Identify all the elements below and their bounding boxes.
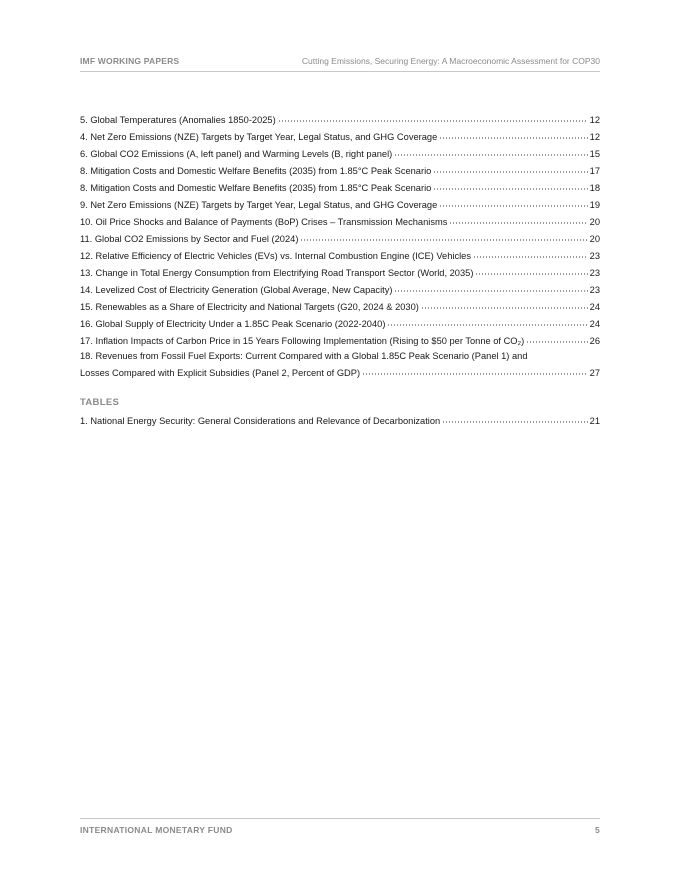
dot-leader — [439, 196, 587, 208]
toc-entry[interactable] — [80, 230, 600, 247]
dot-leader — [394, 145, 587, 157]
toc-entry-page: 12 — [589, 115, 600, 125]
toc-entry-title: 14. Levelized Cost of Electricity Generation (Global Average, New Capacity) — [80, 285, 393, 295]
toc-entry[interactable] — [80, 179, 600, 196]
toc-entry[interactable] — [80, 162, 600, 179]
toc-entry[interactable] — [80, 412, 600, 429]
toc-entry-page: 20 — [589, 217, 600, 227]
toc-entry-page: 17 — [589, 166, 600, 176]
dot-leader — [394, 281, 587, 293]
toc-entry[interactable] — [80, 128, 600, 145]
toc-entry-title-line1: 18. Revenues from Fossil Fuel Exports: Current Compared with a Global 1.85C Peak Scenario (Panel 1) and — [80, 351, 528, 361]
toc-entry-title: 5. Global Temperatures (Anomalies 1850-2025) — [80, 115, 276, 125]
toc-entry-title: 13. Change in Total Energy Consumption from Electrifying Road Transport Sector (World, 2035) — [80, 268, 474, 278]
footer-publisher: INTERNATIONAL MONETARY FUND — [80, 825, 233, 835]
header-series-title: IMF WORKING PAPERS — [80, 56, 180, 66]
toc-entry-title: 1. National Energy Security: General Considerations and Relevance of Decarbonization — [80, 416, 441, 426]
dot-leader — [433, 179, 587, 191]
toc-entry[interactable] — [80, 332, 600, 349]
toc-entry-page: 20 — [589, 234, 600, 244]
header-rule — [80, 71, 600, 72]
toc-entry[interactable] — [80, 111, 600, 128]
toc-entry-title: 16. Global Supply of Electricity Under a 1.85C Peak Scenario (2022-2040) — [80, 319, 386, 329]
toc-entry-page: 24 — [589, 319, 600, 329]
toc-entry-page: 24 — [589, 302, 600, 312]
toc-entry[interactable] — [80, 213, 600, 230]
toc-entry-title: 17. Inflation Impacts of Carbon Price in 15 Years Following Implementation (Rising to $50 per Tonne of CO₂) — [80, 336, 525, 346]
toc-entry[interactable] — [80, 298, 600, 315]
dot-leader — [278, 111, 588, 123]
toc-entry-title: 9. Net Zero Emissions (NZE) Targets by Target Year, Legal Status, and GHG Coverage — [80, 200, 438, 210]
dot-leader — [362, 364, 588, 376]
toc-entry-page: 15 — [589, 149, 600, 159]
toc-entry-title: 8. Mitigation Costs and Domestic Welfare Benefits (2035) from 1.85°C Peak Scenario — [80, 183, 432, 193]
toc-entry-page: 23 — [589, 285, 600, 295]
toc-entry-title: 6. Global CO2 Emissions (A, left panel) and Warming Levels (B, right panel) — [80, 149, 393, 159]
toc-entry-page: 27 — [589, 368, 600, 378]
toc-entry-page: 23 — [589, 268, 600, 278]
toc-entry-page: 23 — [589, 251, 600, 261]
toc-entry[interactable] — [80, 196, 600, 213]
toc-entry-title: 8. Mitigation Costs and Domestic Welfare Benefits (2035) from 1.85°C Peak Scenario — [80, 166, 432, 176]
page-header — [80, 56, 600, 66]
toc-entry-page: 19 — [589, 200, 600, 210]
toc-entry-page: 26 — [589, 336, 600, 346]
toc-entry-title: 11. Global CO2 Emissions by Sector and Fuel (2024) — [80, 234, 299, 244]
toc-entry-figure-18[interactable] — [80, 349, 600, 381]
dot-leader — [433, 162, 587, 174]
dot-leader — [442, 412, 587, 424]
toc-entry-title: 15. Renewables as a Share of Electricity and National Targets (G20, 2024 & 2030) — [80, 302, 419, 312]
dot-leader — [473, 247, 588, 259]
toc-entry-title-line2: Losses Compared with Explicit Subsidies (Panel 2, Percent of GDP) — [80, 368, 361, 378]
dot-leader — [300, 230, 587, 242]
figure-list — [80, 111, 600, 349]
dot-leader — [526, 332, 587, 344]
table-list — [80, 412, 600, 429]
toc-entry-page: 21 — [589, 416, 600, 426]
toc-entry[interactable] — [80, 281, 600, 298]
header-paper-title: Cutting Emissions, Securing Energy: A Macroeconomic Assessment for COP30 — [301, 56, 600, 66]
table-of-contents — [80, 111, 600, 429]
dot-leader — [421, 298, 588, 310]
toc-entry[interactable] — [80, 247, 600, 264]
dot-leader — [387, 315, 587, 327]
toc-entry-title: 4. Net Zero Emissions (NZE) Targets by Target Year, Legal Status, and GHG Coverage — [80, 132, 438, 142]
toc-entry[interactable] — [80, 264, 600, 281]
toc-entry-title: 12. Relative Efficiency of Electric Vehicles (EVs) vs. Internal Combustion Engine (ICE) Vehicles — [80, 251, 471, 261]
toc-entry[interactable] — [80, 315, 600, 332]
dot-leader — [439, 128, 587, 140]
page-number: 5 — [594, 825, 600, 835]
toc-entry-page: 18 — [589, 183, 600, 193]
tables-heading: TABLES — [80, 397, 120, 408]
dot-leader — [449, 213, 587, 225]
footer-rule — [80, 818, 600, 819]
toc-entry-title: 10. Oil Price Shocks and Balance of Payments (BoP) Crises – Transmission Mechanisms — [80, 217, 448, 227]
toc-entry-page: 12 — [589, 132, 600, 142]
page-footer — [80, 825, 600, 835]
toc-entry[interactable] — [80, 145, 600, 162]
dot-leader — [475, 264, 587, 276]
